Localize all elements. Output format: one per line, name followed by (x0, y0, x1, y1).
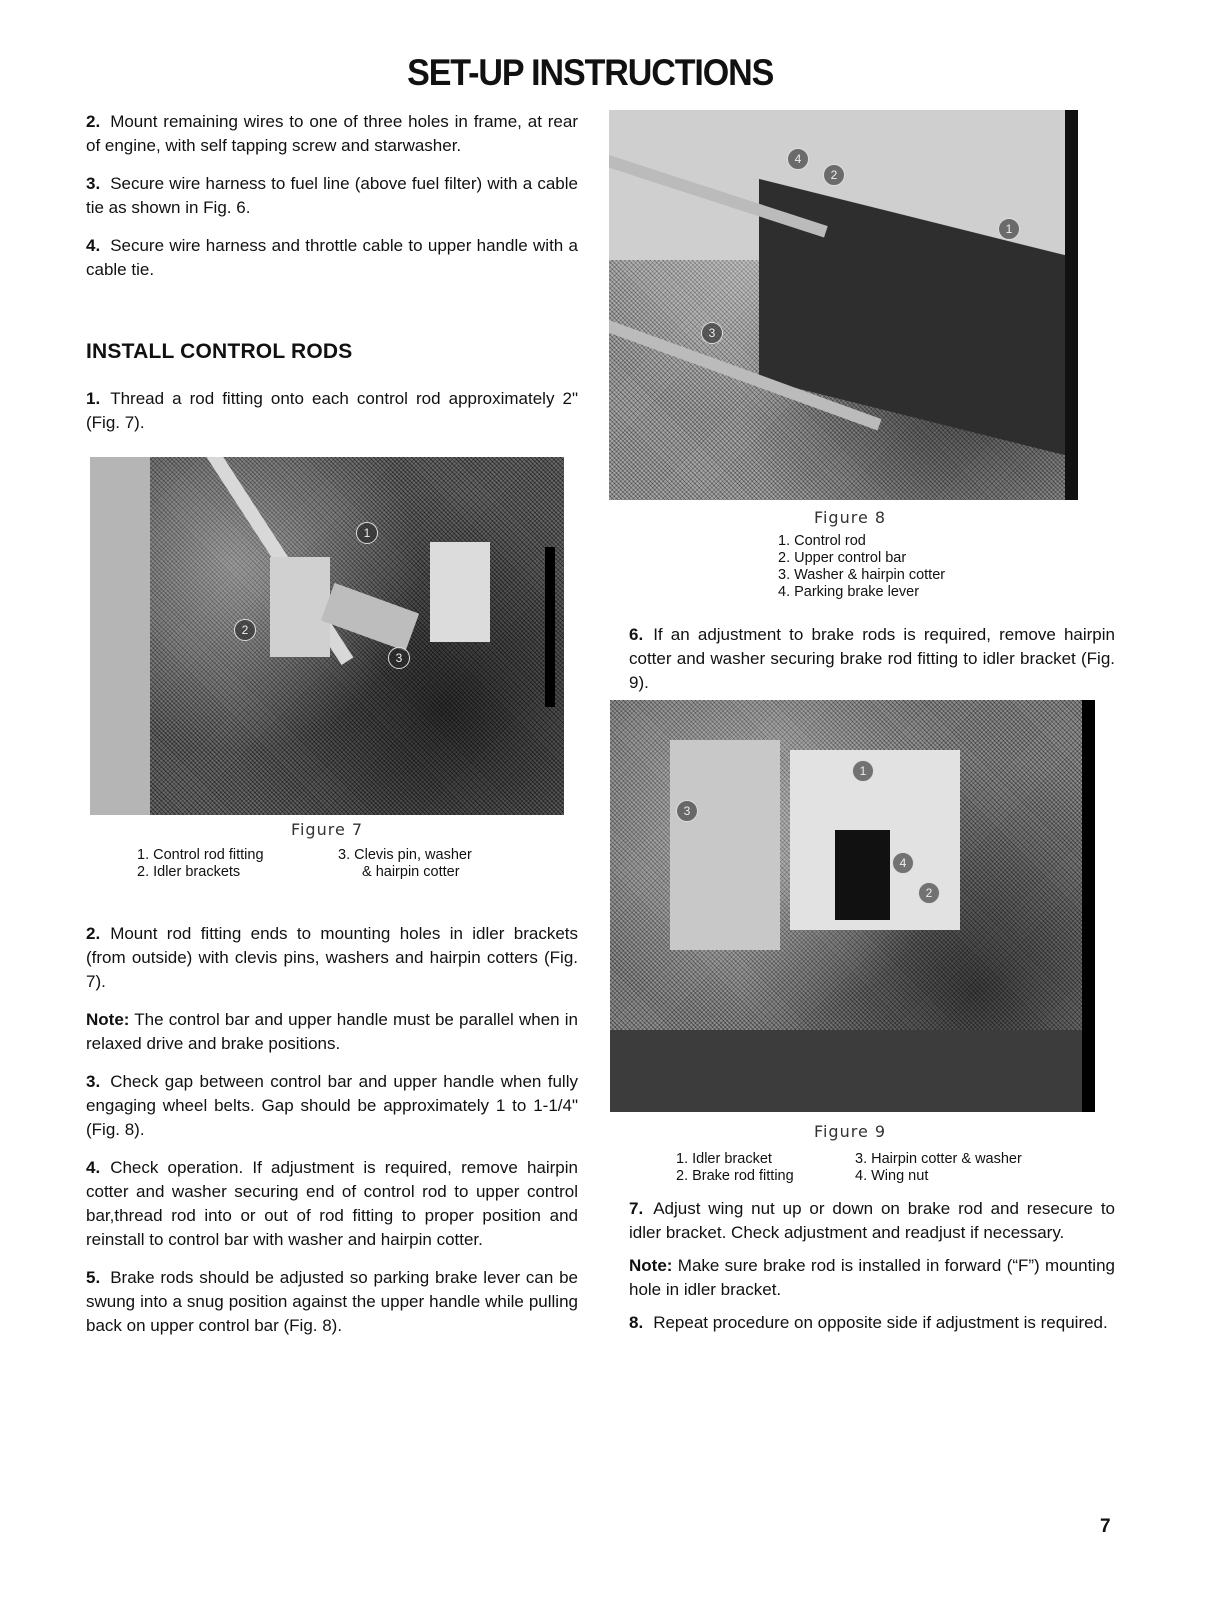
step-1-thread-rod: 1. Thread a rod fitting onto each control rod approximately 2" (Fig. 7). (86, 389, 578, 432)
step-4-check-operation: 4. Check operation. If adjustment is required, remove hairpin cotter and washer securing end of control rod to upper control bar,thread rod into or out of rod fitting to proper position and reinstall to control bar with washer and hairpin cotter. (86, 1158, 578, 1249)
legend-item: 4. Wing nut (855, 1168, 929, 1184)
legend-item: 1. Control rod fitting (137, 847, 264, 863)
figure-9-caption: Figure 9 (813, 1122, 887, 1141)
step-3-check-gap: 3. Check gap between control bar and upper handle when fully engaging wheel belts. Gap should be approximately 1 to 1-1/4" (Fig. 8). (86, 1072, 578, 1139)
callout-2: 2 (234, 619, 256, 641)
callout-1: 1 (356, 522, 378, 544)
step-2-wires: 2. Mount remaining wires to one of three holes in frame, at rear of engine, with self tapping screw and starwasher. (86, 112, 578, 155)
callout-1: 1 (852, 760, 874, 782)
legend-item: 2. Idler brackets (137, 864, 241, 880)
legend-item: 1. Control rod (778, 533, 866, 549)
figure-7-caption: Figure 7 (290, 820, 364, 839)
callout-4: 4 (787, 148, 809, 170)
legend-item: & hairpin cotter (362, 864, 460, 880)
idler-bracket-shape (670, 740, 780, 950)
edge-shadow (1065, 110, 1078, 500)
bracket-shape (430, 542, 490, 642)
callout-3: 3 (676, 800, 698, 822)
bracket-shape (270, 557, 330, 657)
callout-4: 4 (892, 852, 914, 874)
section-heading-install-control-rods: INSTALL CONTROL RODS (86, 340, 353, 363)
legend-item: 2. Brake rod fitting (676, 1168, 794, 1184)
step-4-throttle: 4. Secure wire harness and throttle cable to upper handle with a cable tie. (86, 236, 578, 279)
legend-item: 3. Clevis pin, washer (338, 847, 472, 863)
figure-9-legend-col-2 (855, 1151, 1022, 1185)
housing-shape (610, 1030, 1095, 1112)
callout-3: 3 (388, 647, 410, 669)
figure-7-legend-col-2 (338, 847, 472, 881)
legend-item: 1. Idler bracket (676, 1151, 772, 1167)
intro-steps (86, 110, 578, 282)
photo-region (90, 457, 150, 815)
step-8-repeat: 8. Repeat procedure on opposite side if adjustment is required. (629, 1313, 1108, 1332)
edge-shadow (1082, 700, 1095, 1112)
step-7-wing-nut: 7. Adjust wing nut up or down on brake rod and resecure to idler bracket. Check adjustment and readjust if necessary. (629, 1199, 1115, 1242)
callout-2: 2 (823, 164, 845, 186)
figure-9-photo (610, 700, 1095, 1112)
figure-9-legend-col-1 (676, 1151, 794, 1185)
figure-7-photo (90, 457, 564, 815)
step-3-harness: 3. Secure wire harness to fuel line (above fuel filter) with a cable tie as shown in Fig. 6. (86, 174, 578, 217)
page-number: 7 (1100, 1516, 1111, 1537)
steps-after-figure-7 (86, 922, 578, 1338)
figure-7-legend-col-1 (137, 847, 264, 881)
step-5-brake-rods: 5. Brake rods should be adjusted so parking brake lever can be swung into a snug position against the upper handle while pulling back on upper control bar (Fig. 8). (86, 1268, 578, 1335)
note-forward-hole: Note: Make sure brake rod is installed in forward (“F”) mounting hole in idler bracket. (629, 1256, 1115, 1299)
legend-item: 3. Hairpin cotter & washer (855, 1151, 1022, 1167)
note-parallel: Note: The control bar and upper handle must be parallel when in relaxed drive and brake positions. (86, 1010, 578, 1053)
callout-1: 1 (998, 218, 1020, 240)
wing-nut-shape (835, 830, 890, 920)
figure-8-caption: Figure 8 (813, 508, 887, 527)
step-2-mount-rod: 2. Mount rod fitting ends to mounting holes in idler brackets (from outside) with clevis pins, washers and hairpin cotters (Fig. 7). (86, 924, 578, 991)
legend-item: 3. Washer & hairpin cotter (778, 567, 946, 583)
edge-shadow (545, 547, 555, 707)
legend-item: 4. Parking brake lever (778, 584, 920, 600)
step-6-brake-adjust: 6. If an adjustment to brake rods is required, remove hairpin cotter and washer securing brake rod fitting to idler bracket (Fig. 9). (629, 625, 1115, 692)
legend-item: 2. Upper control bar (778, 550, 907, 566)
page-title: SET-UP INSTRUCTIONS (407, 52, 774, 93)
steps-after-figure-9 (629, 1197, 1115, 1335)
callout-3: 3 (701, 322, 723, 344)
callout-2: 2 (918, 882, 940, 904)
figure-8-legend (778, 533, 945, 601)
figure-8-photo (609, 110, 1078, 500)
